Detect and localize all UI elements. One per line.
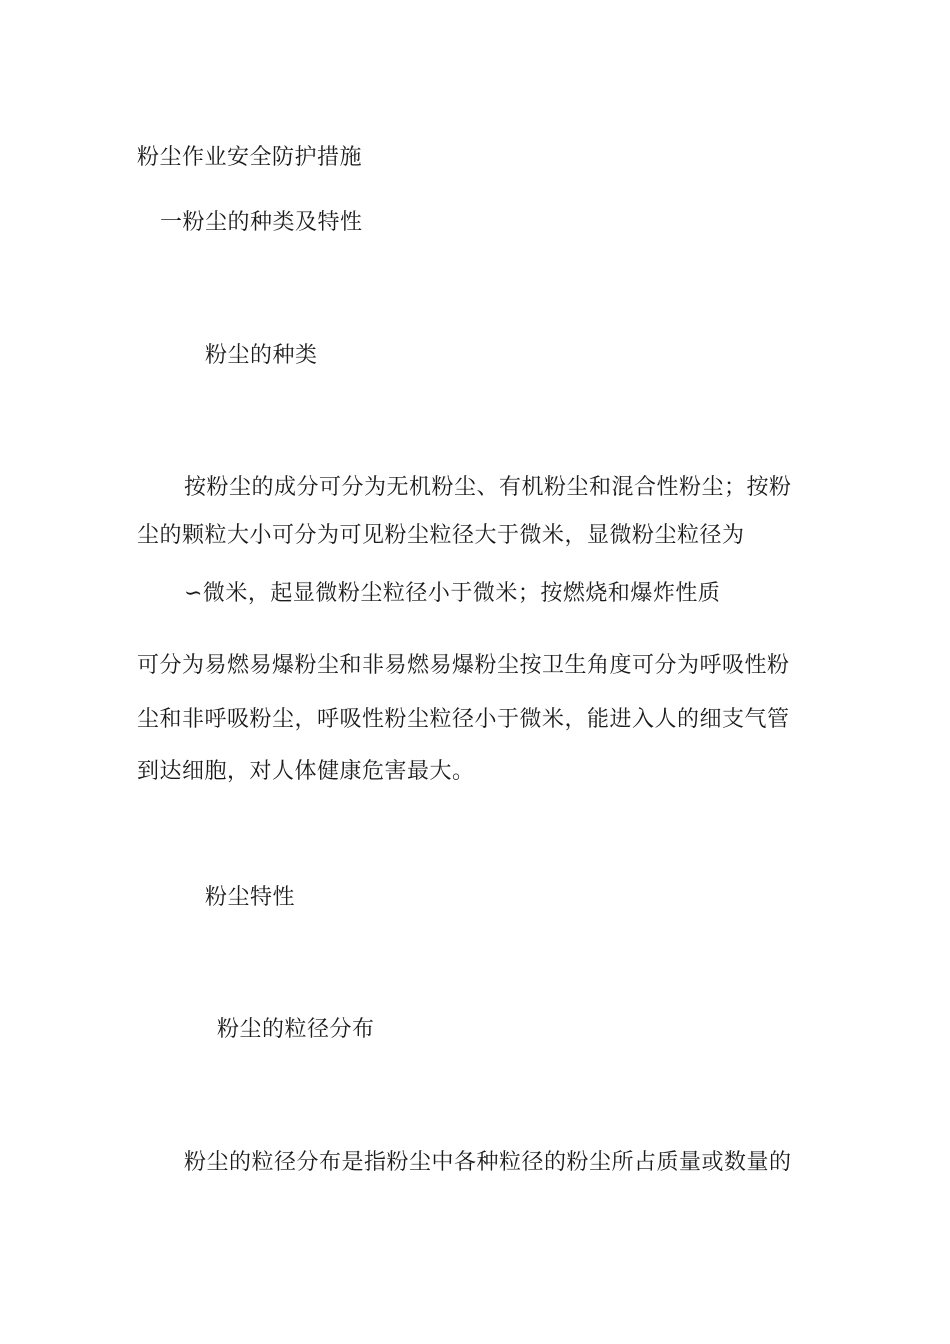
subsection-heading-dust-properties: 粉尘特性 bbox=[205, 885, 296, 910]
subsection-heading-dust-types: 粉尘的种类 bbox=[205, 343, 318, 368]
paragraph-line: 尘和非呼吸粉尘，呼吸性粉尘粒径小于微米，能进入人的细支气管 bbox=[137, 707, 790, 732]
document-title: 粉尘作业安全防护措施 bbox=[137, 145, 363, 170]
paragraph-line: 粉尘的粒径分布是指粉尘中各种粒径的粉尘所占质量或数量的 bbox=[184, 1150, 792, 1175]
paragraph-line: 尘的颗粒大小可分为可见粉尘粒径大于微米，显微粉尘粒径为 bbox=[137, 523, 745, 548]
paragraph-line: 可分为易燃易爆粉尘和非易燃易爆粉尘按卫生角度可分为呼吸性粉 bbox=[137, 653, 790, 678]
paragraph-line: 按粉尘的成分可分为无机粉尘、有机粉尘和混合性粉尘；按粉 bbox=[184, 475, 792, 500]
section-heading-types-and-properties: 一粉尘的种类及特性 bbox=[160, 210, 363, 235]
paragraph-line: 到达细胞，对人体健康危害最大。 bbox=[137, 759, 475, 784]
paragraph-line: ∽微米，起显微粉尘粒径小于微米；按燃烧和爆炸性质 bbox=[184, 581, 721, 606]
subsection-heading-particle-size: 粉尘的粒径分布 bbox=[217, 1017, 375, 1042]
